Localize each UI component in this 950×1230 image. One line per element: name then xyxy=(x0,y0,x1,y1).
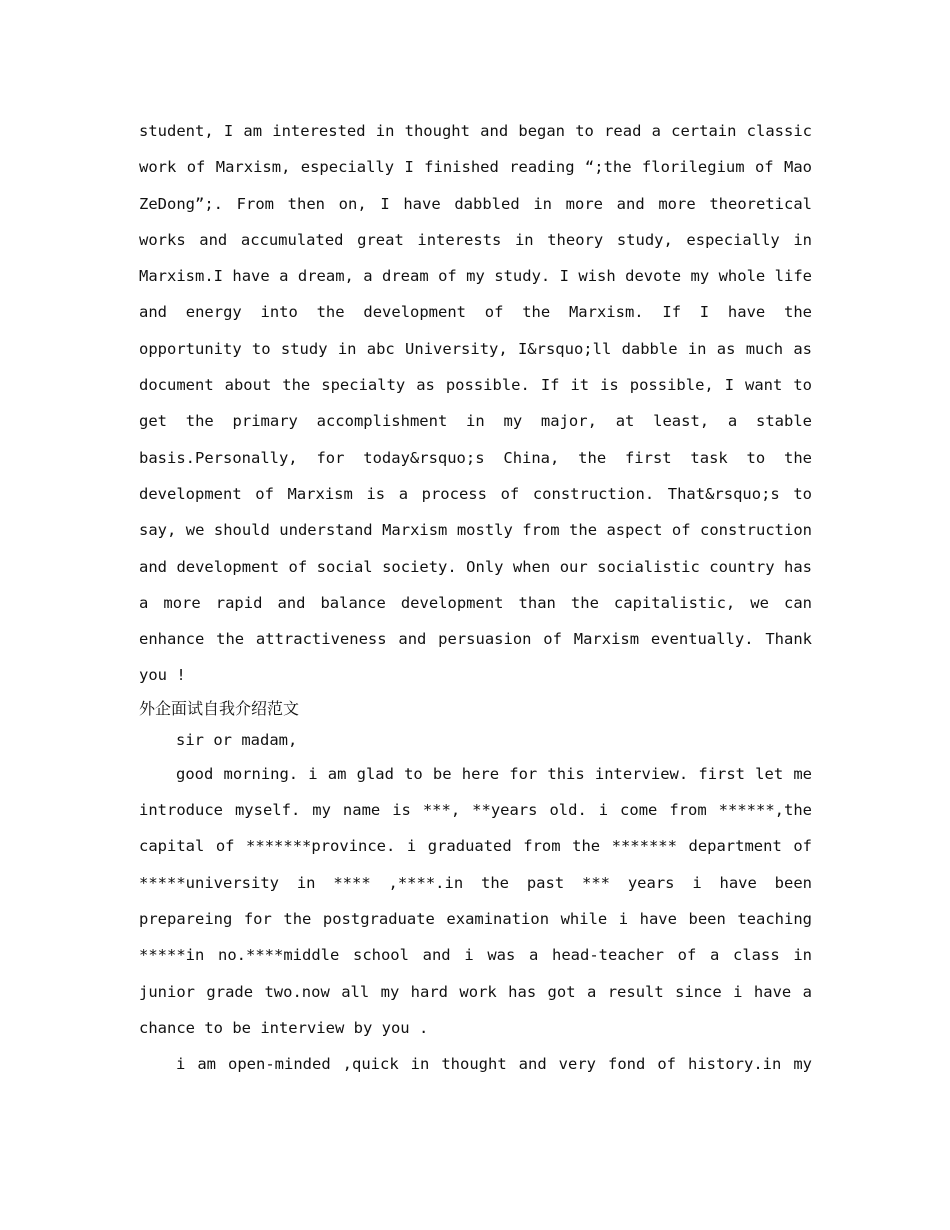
text-line: work of Marxism, especially I finished reading “;the florilegium of Mao xyxy=(139,158,812,177)
text-line: and energy into the development of the Marxism. If I have the xyxy=(139,303,812,322)
text-line: i am open-minded ,quick in thought and very fond of history.in my xyxy=(176,1055,812,1074)
text-line: works and accumulated great interests in theory study, especially in xyxy=(139,230,812,249)
text-line: you ! xyxy=(139,666,186,685)
text-line: chance to be interview by you . xyxy=(139,1018,429,1037)
paragraph-introduction xyxy=(139,756,812,1046)
text-line: *****university in **** ,****.in the past *** years i have been xyxy=(139,873,812,892)
text-line: say, we should understand Marxism mostly from the aspect of construction xyxy=(139,521,812,540)
text-line: document about the specialty as possible. If it is possible, I want to xyxy=(139,376,812,395)
text-line: enhance the attractiveness and persuasion of Marxism eventually. Thank xyxy=(139,630,812,649)
text-line: student, I am interested in thought and began to read a certain classic xyxy=(139,122,812,140)
text-line: prepareing for the postgraduate examination while i have been teaching xyxy=(139,909,812,928)
text-line: opportunity to study in abc University, I&rsquo;ll dabble in as much as xyxy=(139,339,812,358)
text-line: basis.Personally, for today&rsquo;s China, the first task to the xyxy=(139,448,812,467)
text-line: and development of social society. Only when our socialistic country has xyxy=(139,557,812,576)
text-line: *****in no.****middle school and i was a head-teacher of a class in xyxy=(139,946,812,965)
text-line: a more rapid and balance development than the capitalistic, we can xyxy=(139,593,812,612)
text-line: ZeDong”;. From then on, I have dabbled in more and more theoretical xyxy=(139,194,812,213)
text-line: get the primary accomplishment in my major, at least, a stable xyxy=(139,412,812,431)
section-heading: 外企面试自我介绍范文 xyxy=(139,698,300,718)
text-line: capital of *******province. i graduated from the ******* department of xyxy=(139,837,812,856)
document-body xyxy=(139,113,812,1082)
paragraph-marxism xyxy=(139,113,812,694)
text-line: Marxism.I have a dream, a dream of my study. I wish devote my whole life xyxy=(139,267,812,286)
text-line: good morning. i am glad to be here for this interview. first let me xyxy=(176,764,812,783)
text-line: junior grade two.now all my hard work has got a result since i have a xyxy=(139,982,812,1001)
salutation: sir or madam, xyxy=(176,730,298,749)
text-line: development of Marxism is a process of construction. That&rsquo;s to xyxy=(139,484,812,503)
paragraph-personality xyxy=(139,1046,812,1082)
text-line: introduce myself. my name is ***, **years old. i come from ******,the xyxy=(139,801,812,820)
